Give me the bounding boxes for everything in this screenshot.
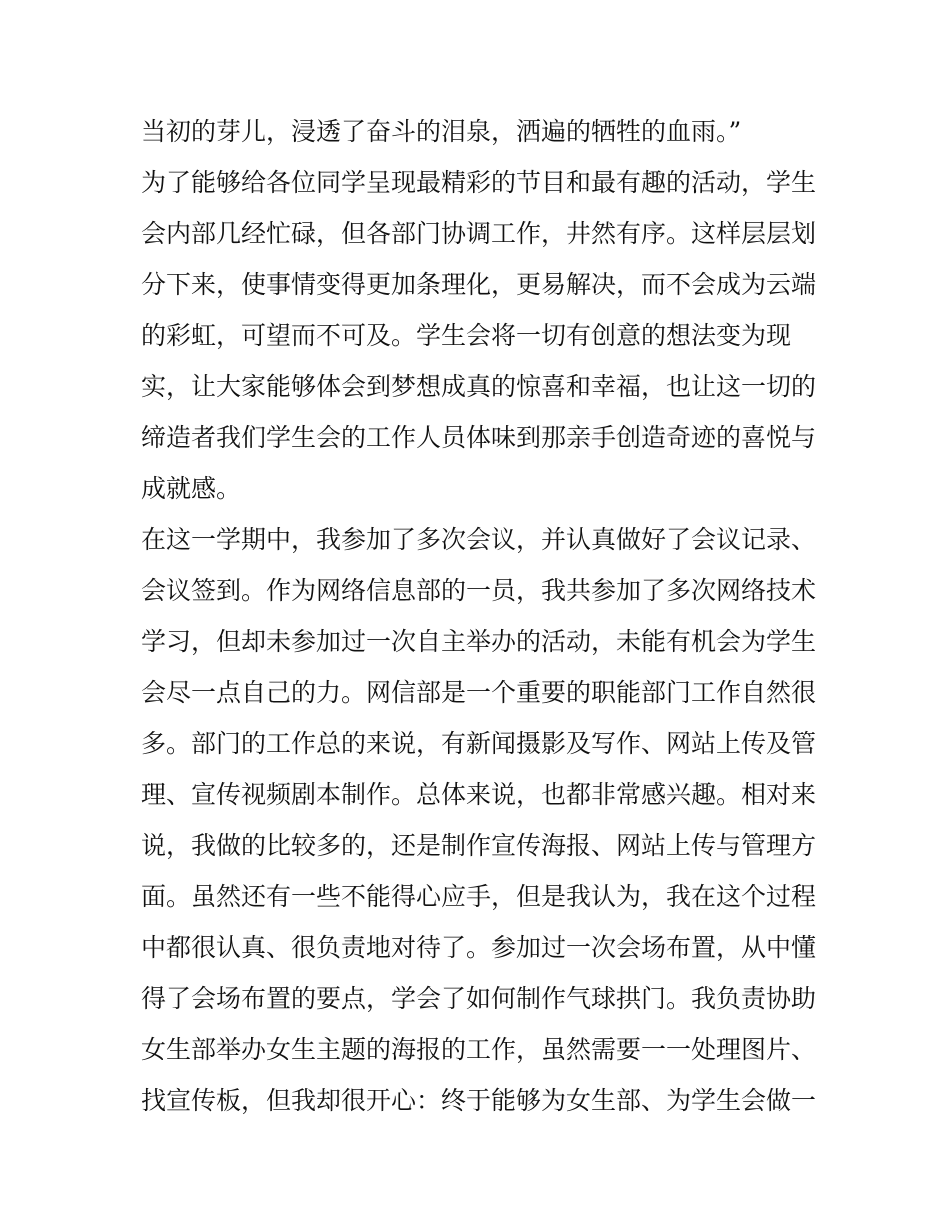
text-line: 学习，但却未参加过一次自主举办的活动，未能有机会为学生	[141, 627, 817, 656]
text-line: 面。虽然还有一些不能得心应手，但是我认为，我在这个过程	[141, 882, 817, 911]
text-line: 当初的芽儿，浸透了奋斗的泪泉，洒遍的牺牲的血雨。”	[141, 117, 742, 146]
text-line: 成就感。	[141, 474, 242, 503]
text-line: 实，让大家能够体会到梦想成真的惊喜和幸福，也让这一切的	[141, 372, 817, 401]
text-line: 得了会场布置的要点，学会了如何制作气球拱门。我负责协助	[141, 984, 817, 1013]
text-line: 多。部门的工作总的来说，有新闻摄影及写作、网站上传及管	[141, 729, 817, 758]
text-line: 的彩虹，可望而不可及。学生会将一切有创意的想法变为现	[141, 321, 792, 350]
text-line: 理、宣传视频剧本制作。总体来说，也都非常感兴趣。相对来	[141, 780, 817, 809]
text-line: 在这一学期中，我参加了多次会议，并认真做好了会议记录、	[141, 525, 817, 554]
text-line: 会内部几经忙碌，但各部门协调工作，井然有序。这样层层划	[141, 219, 817, 248]
text-line: 会尽一点自己的力。网信部是一个重要的职能部门工作自然很	[141, 678, 817, 707]
text-line: 缔造者我们学生会的工作人员体味到那亲手创造奇迹的喜悦与	[141, 423, 817, 452]
body-text	[141, 106, 821, 1126]
text-line: 找宣传板，但我却很开心：终于能够为女生部、为学生会做一	[141, 1086, 817, 1115]
text-line: 中都很认真、很负责地对待了。参加过一次会场布置，从中懂	[141, 933, 817, 962]
text-line: 为了能够给各位同学呈现最精彩的节目和最有趣的活动，学生	[141, 168, 817, 197]
text-line: 分下来，使事情变得更加条理化，更易解决，而不会成为云端	[141, 270, 817, 299]
text-line: 会议签到。作为网络信息部的一员，我共参加了多次网络技术	[141, 576, 817, 605]
text-line: 说，我做的比较多的，还是制作宣传海报、网站上传与管理方	[141, 831, 817, 860]
text-line: 女生部举办女生主题的海报的工作，虽然需要一一处理图片、	[141, 1035, 817, 1064]
